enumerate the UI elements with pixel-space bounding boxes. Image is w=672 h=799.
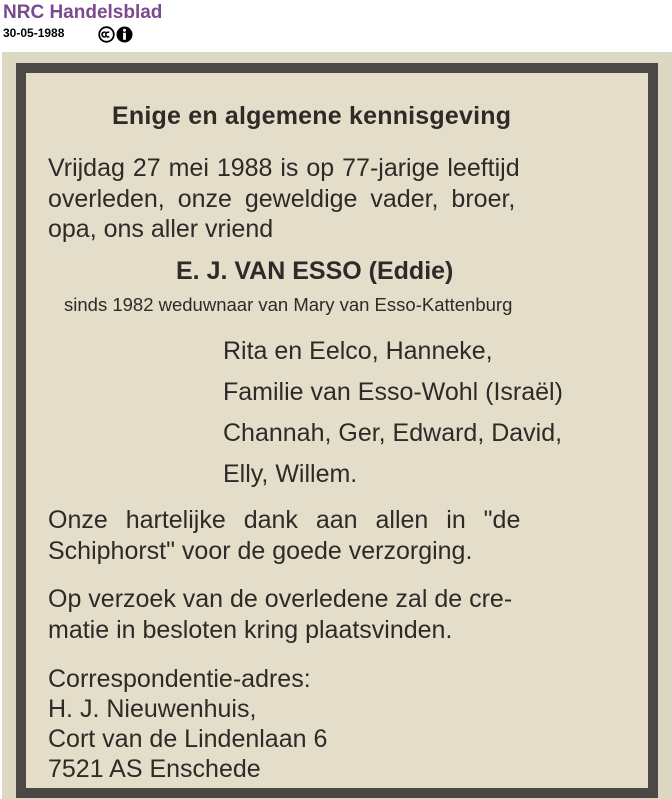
intro-line: Vrijdag 27 mei 1988 is op 77-jarige leeftijd — [48, 154, 520, 182]
deceased-name: E. J. VAN ESSO (Eddie) — [176, 257, 454, 285]
family-line: Rita en Eelco, Hanneke, — [223, 337, 493, 365]
address-line: H. J. Nieuwenhuis, — [48, 695, 257, 723]
cremation-line: Op verzoek van de overledene zal de cre- — [48, 585, 513, 613]
cremation-line: matie in besloten kring plaatsvinden. — [48, 616, 453, 644]
intro-line: opa, ons aller vriend — [48, 215, 274, 243]
publication-date: 30-05-1988 — [3, 26, 65, 40]
address-line: Correspondentie-adres: — [48, 665, 311, 693]
info-icon[interactable] — [116, 26, 133, 43]
clipping-header — [3, 0, 672, 46]
family-line: Channah, Ger, Edward, David, — [223, 419, 563, 447]
address-line: Cort van de Lindenlaan 6 — [48, 725, 328, 753]
newspaper-title[interactable]: NRC Handelsblad — [3, 2, 163, 23]
address-line: 7521 AS Enschede — [48, 755, 261, 783]
thanks-line: Schiphorst" voor de goede verzorging. — [48, 537, 473, 565]
thanks-line: Onze hartelijke dank aan allen in "de — [48, 506, 521, 534]
family-line: Familie van Esso-Wohl (Israël) — [223, 378, 563, 406]
announcement-heading: Enige en algemene kennisgeving — [112, 102, 512, 130]
license-badge[interactable] — [98, 26, 133, 43]
family-line: Elly, Willem. — [223, 460, 358, 488]
intro-line: overleden, onze geweldige vader, broer, — [48, 185, 516, 213]
widower-note: sinds 1982 weduwnaar van Mary van Esso-Kattenburg — [64, 294, 513, 315]
creative-commons-icon[interactable] — [98, 26, 115, 43]
announcement-frame — [16, 63, 658, 798]
newspaper-clipping — [2, 52, 672, 799]
